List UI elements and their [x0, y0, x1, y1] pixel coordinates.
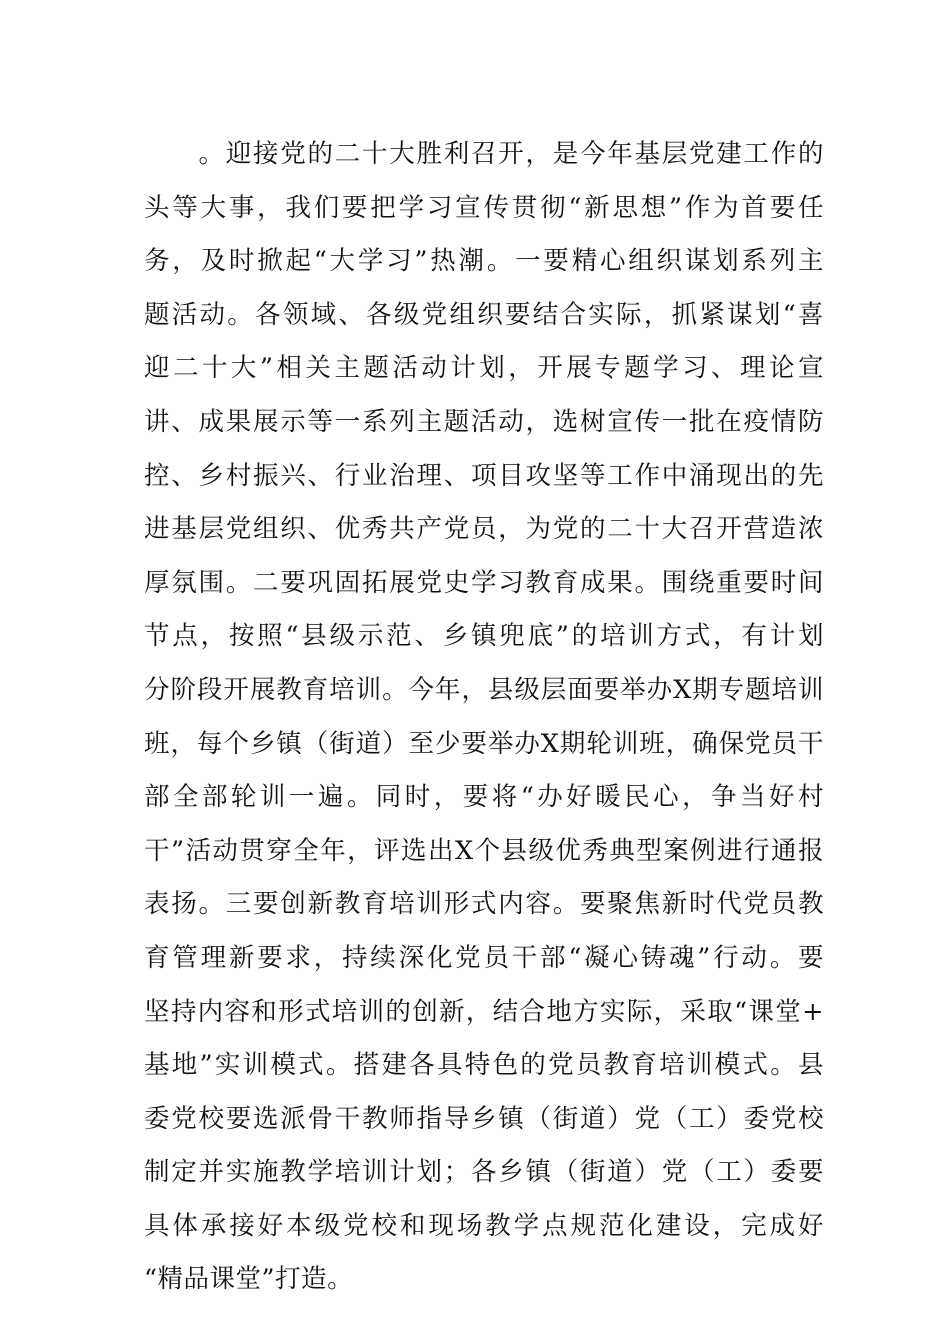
paragraph-line-20: 制定并实施教学培训计划；各乡镇（街道）党（工）委要 — [144, 1157, 824, 1188]
paragraph-line-8: 进基层党组织、优秀共产党员，为党的二十大召开营造浓 — [144, 514, 824, 545]
paragraph-line-14: 干”活动贯穿全年，评选出X个县级优秀典型案例进行通报 — [144, 835, 824, 866]
paragraph-line-19: 委党校要选派骨干教师指导乡镇（街道）党（工）委党校 — [144, 1103, 824, 1134]
paragraph-line-3: 务，及时掀起“大学习”热潮。一要精心组织谋划系列主 — [144, 246, 824, 277]
paragraph-line-5: 迎二十大”相关主题活动计划，开展专题学习、理论宣 — [144, 353, 824, 384]
paragraph-line-1: 。迎接党的二十大胜利召开，是今年基层党建工作的 — [144, 139, 824, 169]
paragraph-line-9: 厚氛围。二要巩固拓展党史学习教育成果。围绕重要时间 — [144, 567, 824, 598]
paragraph-line-10: 节点，按照“县级示范、乡镇兜底”的培训方式，有计划 — [144, 621, 824, 652]
paragraph-line-4: 题活动。各领域、各级党组织要结合实际，抓紧谋划“喜 — [144, 299, 824, 330]
paragraph-line-13: 部全部轮训一遍。同时，要将“办好暖民心，争当好村 — [144, 782, 824, 813]
paragraph-line-21: 具体承接好本级党校和现场教学点规范化建设，完成好 — [144, 1210, 824, 1241]
paragraph-line-6: 讲、成果展示等一系列主题活动，选树宣传一批在疫情防 — [144, 406, 824, 437]
paragraph-line-17: 坚持内容和形式培训的创新，结合地方实际，采取“课堂+ — [144, 996, 824, 1027]
paragraph-line-16: 育管理新要求，持续深化党员干部“凝心铸魂”行动。要 — [144, 942, 824, 973]
paragraph-line-22: “精品课堂”打造。 — [144, 1264, 354, 1295]
paragraph-line-11: 分阶段开展教育培训。今年，县级层面要举办X期专题培训 — [144, 674, 824, 705]
paragraph-line-12: 班，每个乡镇（街道）至少要举办X期轮训班，确保党员干 — [144, 728, 824, 759]
paragraph-line-7: 控、乡村振兴、行业治理、项目攻坚等工作中涌现出的先 — [144, 460, 824, 491]
body-paragraph — [144, 128, 824, 1307]
paragraph-line-18: 基地”实训模式。搭建各具特色的党员教育培训模式。县 — [144, 1050, 824, 1081]
paragraph-line-2: 头等大事，我们要把学习宣传贯彻“新思想”作为首要任 — [144, 192, 824, 223]
paragraph-line-15: 表扬。三要创新教育培训形式内容。要聚焦新时代党员教 — [144, 889, 824, 920]
